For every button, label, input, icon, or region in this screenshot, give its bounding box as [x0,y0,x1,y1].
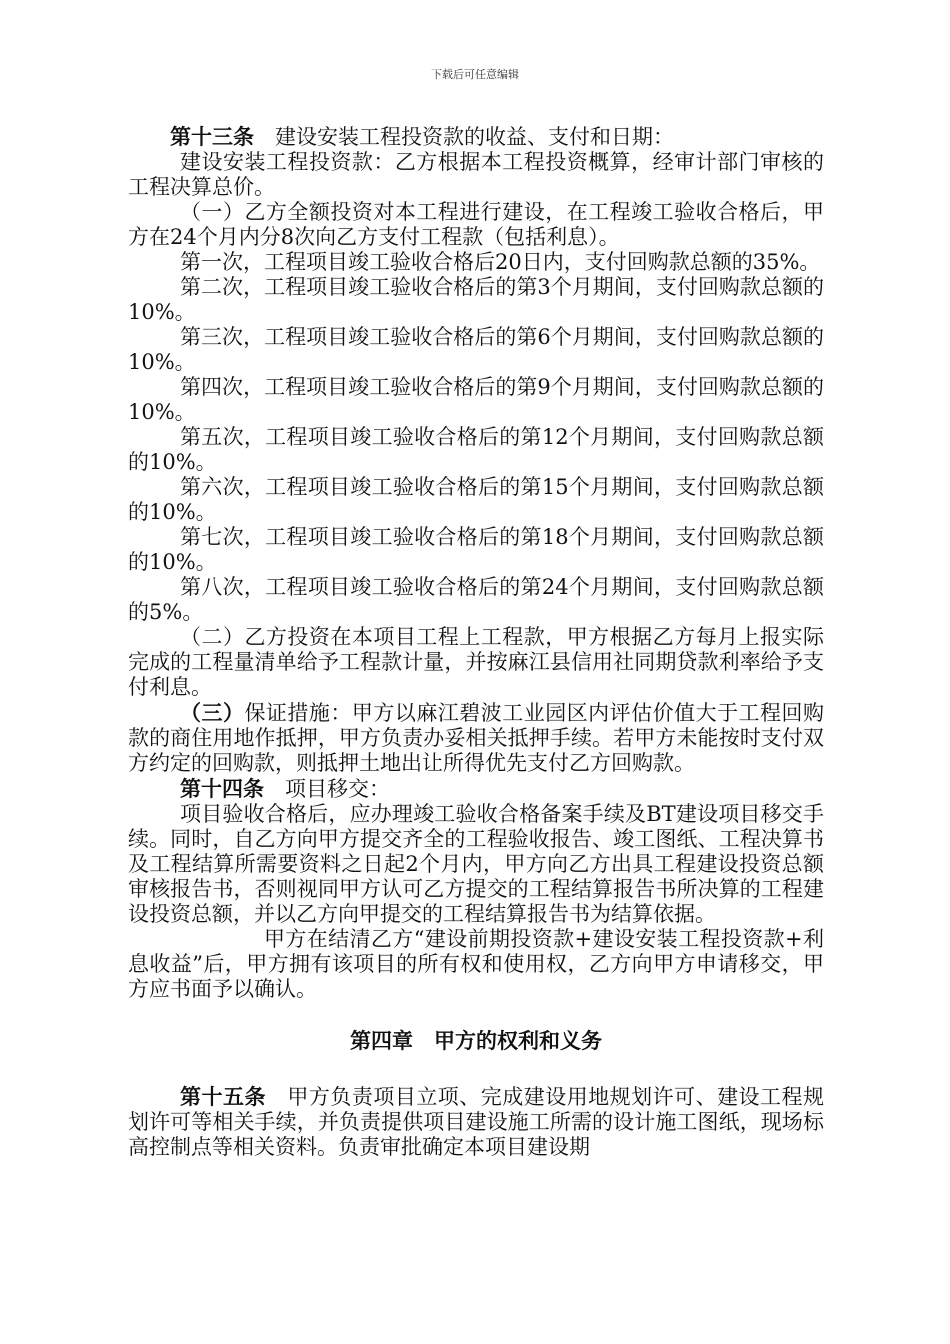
payment-item: 第一次，工程项目竣工验收合格后20日内，支付回购款总额的35%。 [180,250,821,274]
payment-item: 第四次，工程项目竣工验收合格后的第9个月期间，支付回购款总额的10%。 [128,375,824,424]
article-13-para-1: 建设安装工程投资款：乙方根据本工程投资概算，经审计部门审核的工程决算总价。 [128,150,824,199]
article-13-title: 第十三条 [170,124,254,149]
payment-item: 第七次，工程项目竣工验收合格后的第18个月期间，支付回购款总额的10%。 [128,525,824,574]
article-13-para-4 [128,700,824,776]
article-13-para-3: （二）乙方投资在本项目工程上工程款，甲方根据乙方每月上报实际完成的工程量清单给予工程款计量，并按麻江县信用社同期贷款利率给予支付利息。 [128,625,824,699]
article-15-para [128,1084,824,1160]
article-14-para-2: 甲方在结清乙方“建设前期投资款+建设安装工程投资款+利息收益”后，甲方拥有该项目的所有权和使用权，乙方向甲方申请移交，甲方应书面予以确认。 [128,927,824,1001]
document-body [128,124,824,1160]
article-13-para-4-label: （三） [180,700,245,725]
payment-item: 第八次，工程项目竣工验收合格后的第24个月期间，支付回购款总额的5%。 [128,575,824,624]
article-14-title-text: 项目移交： [264,777,390,801]
article-13-heading [128,124,824,150]
article-13-para-2: （一）乙方全额投资对本工程进行建设，在工程竣工验收合格后，甲方在24个月内分8次向乙方支付工程款（包括利息）。 [128,200,824,249]
article-13-para-4-text: 保证措施：甲方以麻江碧波工业园区内评估价值大于工程回购款的商住用地作抵押，甲方负责办妥相关抵押手续。若甲方未能按时支付双方约定的回购款，则抵押土地出让所得优先支付乙方回购款。 [128,701,825,775]
chapter-4-heading: 第四章 甲方的权利和义务 [350,1028,602,1053]
payment-item: 第六次，工程项目竣工验收合格后的第15个月期间，支付回购款总额的10%。 [128,475,824,524]
article-15-title: 第十五条 [180,1084,266,1109]
article-14-heading [128,776,824,802]
article-13-title-text: 建设安装工程投资款的收益、支付和日期： [254,125,674,149]
payment-item: 第五次，工程项目竣工验收合格后的第12个月期间，支付回购款总额的10%。 [128,425,824,474]
payment-item: 第三次，工程项目竣工验收合格后的第6个月期间，支付回购款总额的10%。 [128,325,824,374]
payment-item: 第二次，工程项目竣工验收合格后的第3个月期间，支付回购款总额的10%。 [128,275,824,324]
article-14-para-1: 项目验收合格后，应办理竣工验收合格备案手续及BT建设项目移交手续。同时，自乙方向甲方提交齐全的工程验收报告、竣工图纸、工程决算书及工程结算所需要资料之日起2个月内，甲方向乙方出具工程建设投资总额审核报告书，否则视同甲方认可乙方提交的工程结算报告书所决算的工程建设投资总额，并以乙方向甲提交的工程结算报告书为结算依据。 [128,802,824,926]
article-15-text: 甲方负责项目立项、完成建设用地规划许可、建设工程规划许可等相关手续，并负责提供项目建设施工所需的设计施工图纸，现场标高控制点等相关资料。负责审批确定本项目建设期 [128,1085,825,1159]
page-header: 下载后可任意编辑 [431,68,519,81]
article-14-title: 第十四条 [180,776,264,801]
